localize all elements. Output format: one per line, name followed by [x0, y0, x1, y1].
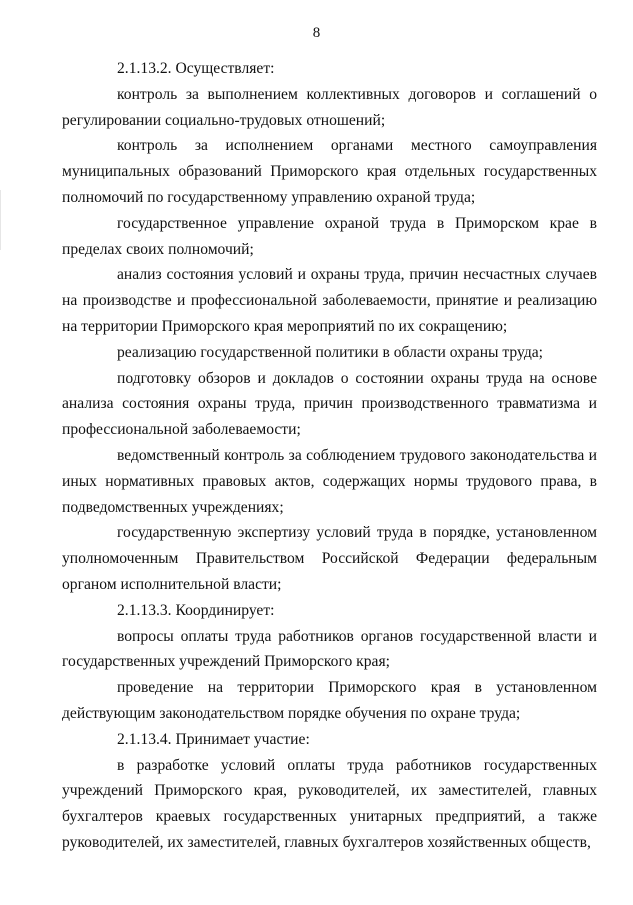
- paragraph-safety-training: проведение на территории Приморского края в установленном действующим законодательством порядке обучения по охране труда;: [62, 679, 597, 722]
- paragraph-wage-conditions-development: в разработке условий оплаты труда работников государственных учреждений Приморского края, руководителей, их заместителей, главных бухгалтеров краевых государственных унитарных предприятий, а также руководителей, их заместителей, главных бухгалтеров хозяйственных обществ,: [62, 756, 597, 851]
- page-number: 8: [312, 25, 321, 41]
- document-body: [62, 56, 597, 856]
- paragraph-reports-preparation: подготовку обзоров и докладов о состоянии охраны труда на основе анализа состояния охраны труда, причин производственного травматизма и профессиональной заболеваемости;: [62, 369, 597, 439]
- paragraph-state-policy: реализацию государственной политики в области охраны труда;: [117, 343, 544, 361]
- paragraph-wage-issues: вопросы оплаты труда работников органов государственной власти и государственных учреждений Приморского края;: [62, 627, 597, 671]
- section-heading-2-1-13-2: 2.1.13.2. Осуществляет:: [117, 60, 275, 77]
- paragraph-departmental-control: ведомственный контроль за соблюдением трудового законодательства и иных нормативных правовых актов, содержащих нормы трудового права, в подведомственных учреждениях;: [62, 446, 597, 516]
- scan-edge-mark: [0, 190, 1, 250]
- paragraph-accident-analysis: анализ состояния условий и охраны труда, причин несчастных случаев на производстве и профессиональной заболеваемости, принятие и реализацию на территории Приморского края мероприятий по их сокращению;: [62, 266, 597, 335]
- section-heading-2-1-13-4: 2.1.13.4. Принимает участие:: [117, 730, 310, 748]
- paragraph-state-labor-safety-management: государственное управление охраной труда в Приморском крае в пределах своих полномочий;: [62, 214, 597, 258]
- paragraph-local-government-control: контроль за исполнением органами местного самоуправления муниципальных образований Приморского края отдельных государственных полномочий по государственному управлению охраной труда;: [62, 137, 597, 206]
- section-heading-2-1-13-3: 2.1.13.3. Координирует:: [117, 601, 275, 619]
- paragraph-collective-agreements-control: контроль за выполнением коллективных договоров и соглашений о регулировании социально-трудовых отношений;: [62, 85, 597, 129]
- paragraph-state-expertise: государственную экспертизу условий труда в порядке, установленном уполномоченным Правительством Российской Федерации федеральным органом исполнительной власти;: [62, 524, 597, 593]
